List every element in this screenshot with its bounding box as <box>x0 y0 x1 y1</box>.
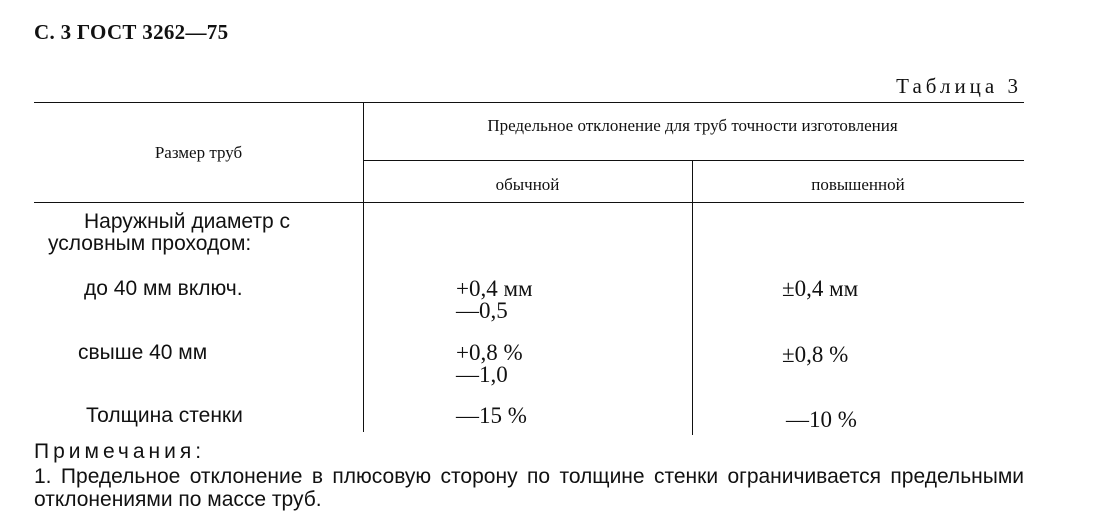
column-header-normal: обычной <box>495 175 560 194</box>
row-over-40-high: ±0,8 % <box>782 342 849 367</box>
table-subheader-rule <box>363 160 1024 161</box>
note-item: 1. Предельное отклонение в плюсовую сторону по толщине стенки ограничивается предельными отклонениями по массе труб. <box>34 465 1024 511</box>
column-header-group: Предельное отклонение для труб точности изготовления <box>487 116 898 135</box>
column-header-high: повышенной <box>811 175 905 194</box>
table-divider-left <box>363 102 364 432</box>
row-over-40-label: свыше 40 мм <box>78 341 208 364</box>
row-outer-diameter-label: Наружный диаметр с условным проходом: <box>48 210 291 255</box>
row-wall-thickness-label: Толщина стенки <box>86 404 243 427</box>
row-wall-thickness-high: —10 % <box>786 407 857 432</box>
row-wall-thickness-normal: —15 % <box>456 403 527 428</box>
document-header: С. 3 ГОСТ 3262—75 <box>34 20 229 44</box>
row-up-to-40-label: до 40 мм включ. <box>84 277 243 300</box>
column-header-size: Размер труб <box>154 143 243 162</box>
table-top-rule <box>34 102 1024 103</box>
row-over-40-normal: +0,8 % —1,0 <box>456 340 523 387</box>
table-label: Таблица 3 <box>896 74 1022 98</box>
table-divider-right <box>692 161 693 435</box>
table-header-bottom-rule <box>34 202 1024 203</box>
row-up-to-40-normal: +0,4 мм —0,5 <box>456 276 533 323</box>
notes-title: Примечания: <box>34 440 206 463</box>
row-up-to-40-high: ±0,4 мм <box>782 276 859 301</box>
